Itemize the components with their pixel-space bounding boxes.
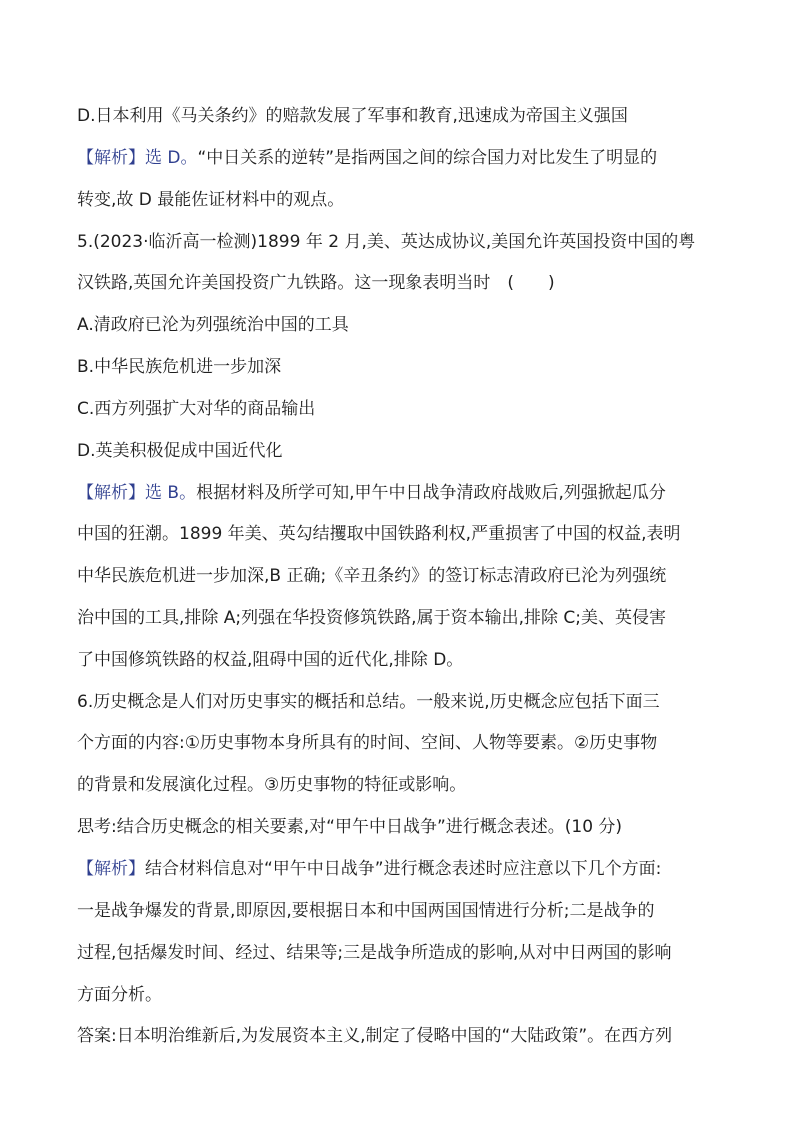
q4-option-d: D.日本利用《马关条约》的赔款发展了军事和教育,迅速成为帝国主义强国 [77,106,628,126]
q5-analysis-label: 【解析】选 B。 [77,483,197,503]
q6-stem-line-1: 6.历史概念是人们对历史事实的概括和总结。一般来说,历史概念应包括下面三 [77,692,660,712]
q5-analysis-line-3: 中华民族危机进一步加深,B 正确;《辛丑条约》的签订标志清政府已沦为列强统 [77,566,667,586]
q5-option-b: B.中华民族危机进一步加深 [77,357,282,377]
q6-stem-line-3: 的背景和发展演化过程。③历史事物的特征或影响。 [77,775,467,795]
q6-analysis-label: 【解析】 [77,859,145,879]
q6-question: 思考:结合历史概念的相关要素,对“甲午中日战争”进行概念表述。(10 分) [77,817,623,837]
q6-analysis-line-4: 方面分析。 [77,985,162,1005]
q5-stem-line-2: 汉铁路,英国允许美国投资广九铁路。这一现象表明当时 ( ) [77,273,555,293]
q5-analysis-line-2: 中国的狂潮。1899 年美、英勾结攫取中国铁路利权,严重损害了中国的权益,表明 [77,524,681,544]
q5-analysis-line-5: 了中国修筑铁路的权益,阻碍中国的近代化,排除 D。 [77,650,464,670]
q5-option-a: A.清政府已沦为列强统治中国的工具 [77,315,349,335]
q6-analysis-line-3: 过程,包括爆发时间、经过、结果等;三是战争所造成的影响,从对中日两国的影响 [77,943,672,963]
q5-option-d: D.英美积极促成中国近代化 [77,441,283,461]
q5-option-c: C.西方列强扩大对华的商品输出 [77,399,316,419]
q6-answer-line-1: 答案:日本明治维新后,为发展资本主义,制定了侵略中国的“大陆政策”。在西方列 [77,1026,673,1046]
q5-analysis-line-1 [77,481,727,505]
q6-analysis-line-1 [77,857,727,881]
q4-analysis-label: 【解析】选 D。 [77,148,198,168]
q5-analysis-line-4: 治中国的工具,排除 A;列强在华投资修筑铁路,属于资本输出,排除 C;美、英侵害 [77,608,666,628]
q5-stem-line-1: 5.(2023·临沂高一检测)1899 年 2 月,美、英达成协议,美国允许英国投资中国的粤 [77,232,696,252]
q4-analysis-line-1 [77,146,727,170]
q5-analysis-text: 根据材料及所学可知,甲午中日战争清政府战败后,列强掀起瓜分 [196,483,666,503]
q4-analysis-line-2: 转变,故 D 最能佐证材料中的观点。 [77,190,345,210]
q6-analysis-text: 结合材料信息对“甲午中日战争”进行概念表述时应注意以下几个方面: [145,859,662,879]
q6-analysis-line-2: 一是战争爆发的背景,即原因,要根据日本和中国两国国情进行分析;二是战争的 [77,901,655,921]
q4-analysis-text: “中日关系的逆转”是指两国之间的综合国力对比发生了明显的 [197,148,658,168]
q6-stem-line-2: 个方面的内容:①历史事物本身所具有的时间、空间、人物等要素。②历史事物 [77,733,658,753]
